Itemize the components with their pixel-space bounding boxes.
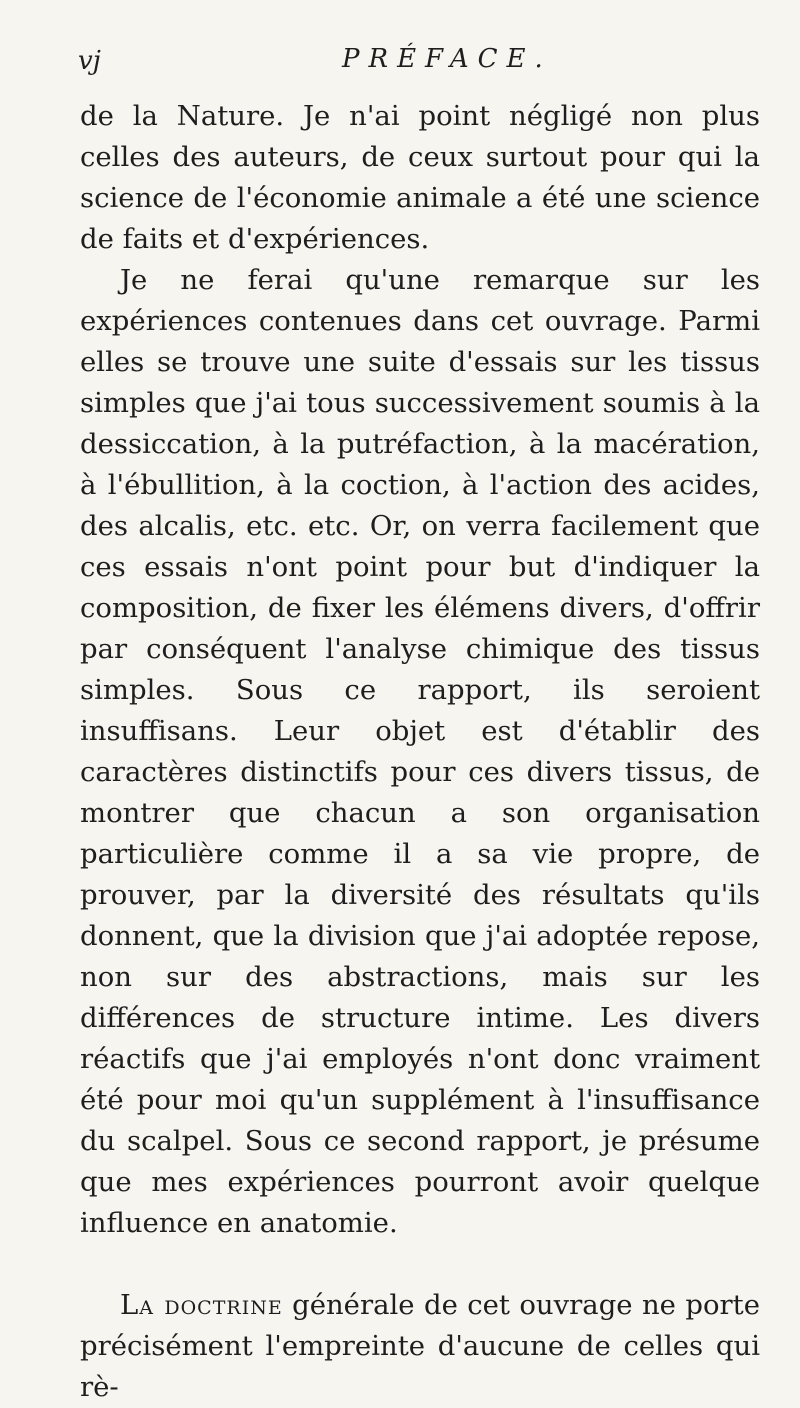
paragraph-1: de la Nature. Je n'ai point négligé non plus celles des auteurs, de ceux surtout pour qui la science de l'économie animale a été une science de faits et d'expériences. [80,100,760,255]
paragraph-3-lead: La doctrine [120,1289,283,1321]
body-text [80,96,760,1408]
paragraph-3 [80,1285,760,1408]
paragraph-2: Je ne ferai qu'une remarque sur les expériences contenues dans cet ouvrage. Parmi elles se trouve une suite d'essais sur les tissus simples que j'ai tous successivement soumis à la dessiccation, à la putréfaction, à la macération, à l'ébullition, à la coction, à l'action des acides, des alcalis, etc. etc. Or, on verra facilement que ces essais n'ont point pour but d'indiquer la composition, de fixer les élémens divers, d'offrir par conséquent l'analyse chimique des tissus simples. Sous ce rapport, ils seroient insuffisans. Leur objet est d'établir des caractères distinctifs pour ces divers tissus, de montrer que chacun a son organisation particulière comme il a sa vie propre, de prouver, par la diversité des résultats qu'ils donnent, que la division que j'ai adoptée repose, non sur des abstractions, mais sur les différences de structure intime. Les divers réactifs que j'ai employés n'ont donc vraiment été pour moi qu'un supplément à l'insuffisance du scalpel. Sous ce second rapport, je présume que mes expériences pourront avoir quelque influence en anatomie. [80,264,760,1239]
page-header [78,40,738,90]
running-title: PRÉFACE. [342,44,552,74]
page-number: vj [78,46,101,76]
paragraph-3-text: générale de cet ouvrage ne porte précisément l'empreinte d'aucune de celles qui rè- [80,1289,760,1403]
